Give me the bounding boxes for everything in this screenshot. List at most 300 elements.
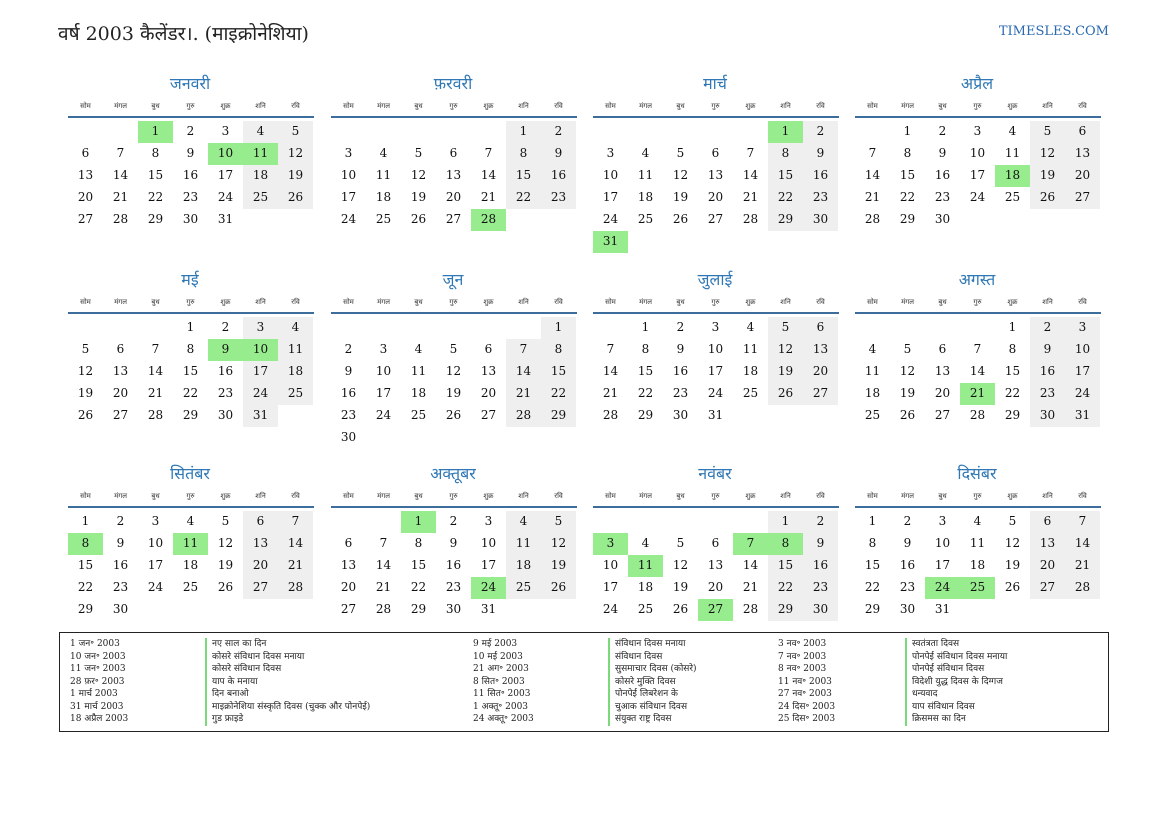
day-cell: 10 [602, 168, 619, 182]
day-cell: 16 [217, 364, 234, 378]
holiday-name: संविधान दिवस मनाया [608, 638, 697, 651]
day-cell: 22 [768, 187, 803, 209]
day-cell: 22 [899, 190, 916, 204]
empty-cell [698, 121, 733, 143]
weekday-label: बुध [414, 298, 423, 306]
day-cell: 24 [602, 212, 619, 226]
day-cell: 15 [182, 364, 199, 378]
month-name: मई [181, 270, 199, 289]
day-cell: 12 [445, 364, 462, 378]
holiday-day-cell: 18 [995, 165, 1030, 187]
weekday-label: शनि [1042, 298, 1053, 306]
day-cell: 16 [934, 168, 951, 182]
day-cell: 9 [449, 536, 458, 550]
holiday-day-cell: 10 [208, 143, 243, 165]
day-cell: 19 [899, 386, 916, 400]
weekday-label: शुक्र [220, 492, 231, 500]
day-cell: 1 [641, 320, 650, 334]
empty-cell [593, 317, 628, 339]
day-cell: 15 [768, 165, 803, 187]
day-cell: 6 [81, 146, 90, 160]
holiday-name: गुड फ्राइडे [205, 713, 370, 726]
day-cell: 18 [506, 555, 541, 577]
day-cell: 23 [934, 190, 951, 204]
day-cell: 19 [672, 190, 689, 204]
day-cell: 23 [340, 408, 357, 422]
day-cell: 29 [182, 408, 199, 422]
weekday-header [593, 294, 839, 314]
month-name: जून [442, 270, 464, 289]
day-cell: 3 [484, 514, 493, 528]
month-calendar [593, 268, 839, 427]
empty-cell [698, 511, 733, 533]
day-cell: 29 [410, 602, 427, 616]
day-cell: 22 [506, 187, 541, 209]
day-cell: 3 [344, 146, 353, 160]
day-cell: 31 [480, 602, 497, 616]
holiday-names-column [205, 638, 370, 726]
empty-cell [366, 121, 401, 143]
day-cell: 13 [112, 364, 129, 378]
weekday-label: रवि [554, 298, 563, 306]
day-cell: 22 [768, 577, 803, 599]
day-cell: 16 [672, 364, 689, 378]
empty-cell [663, 121, 698, 143]
day-cell: 21 [602, 386, 619, 400]
site-link[interactable]: TIMESLES.COM [998, 24, 1109, 39]
day-cell: 15 [541, 361, 576, 383]
holiday-name: सुसमाचार दिवस (कोसरे) [608, 663, 697, 676]
day-cell: 25 [375, 212, 392, 226]
day-cell: 28 [375, 602, 392, 616]
day-cell: 15 [147, 168, 164, 182]
day-cell: 3 [221, 124, 230, 138]
day-cell: 13 [803, 339, 838, 361]
weekday-label: शनि [780, 492, 791, 500]
holiday-day-cell: 24 [925, 577, 960, 599]
day-cell: 14 [480, 168, 497, 182]
holiday-date: 9 मई 2003 [473, 639, 518, 649]
day-cell: 19 [410, 190, 427, 204]
holiday-name: स्वतंत्रता दिवस [905, 638, 1007, 651]
day-cell: 19 [278, 165, 313, 187]
day-cell: 14 [742, 558, 759, 572]
weekday-label: शनि [780, 298, 791, 306]
holiday-date: 8 सित॰ 2003 [473, 676, 525, 687]
day-cell: 19 [1004, 558, 1021, 572]
day-cell: 30 [934, 212, 951, 226]
weekday-label: बुध [151, 102, 160, 110]
day-cell: 28 [969, 408, 986, 422]
day-cell: 26 [672, 602, 689, 616]
empty-cell [436, 317, 471, 339]
day-cell: 12 [278, 143, 313, 165]
day-cell: 30 [340, 430, 357, 444]
day-cell: 3 [938, 514, 947, 528]
day-cell: 1 [186, 320, 195, 334]
day-cell: 25 [1004, 190, 1021, 204]
day-cell: 14 [742, 168, 759, 182]
day-cell: 19 [672, 580, 689, 594]
holiday-date: 27 नव॰ 2003 [778, 689, 832, 699]
weekday-label: गुरु [186, 102, 195, 110]
day-cell: 5 [541, 511, 576, 533]
day-cell: 11 [1004, 146, 1021, 160]
holiday-day-cell: 1 [138, 121, 173, 143]
day-cell: 7 [868, 146, 877, 160]
day-cell: 6 [344, 536, 353, 550]
empty-cell [733, 511, 768, 533]
day-cell: 7 [116, 146, 125, 160]
day-cell: 2 [676, 320, 685, 334]
day-cell: 21 [278, 555, 313, 577]
weekday-label: रवि [816, 102, 825, 110]
day-cell: 11 [969, 536, 986, 550]
day-cell: 4 [186, 514, 195, 528]
day-cell: 9 [344, 364, 353, 378]
day-cell: 24 [1065, 383, 1100, 405]
day-cell: 5 [81, 342, 90, 356]
weekday-label: मंगल [901, 492, 914, 500]
weekday-label: रवि [291, 492, 300, 500]
day-cell: 2 [186, 124, 195, 138]
days-grid [331, 511, 577, 621]
day-cell: 10 [602, 558, 619, 572]
day-cell: 21 [864, 190, 881, 204]
day-cell: 26 [672, 212, 689, 226]
day-cell: 25 [506, 577, 541, 599]
day-cell: 1 [768, 511, 803, 533]
weekday-label: शनि [780, 102, 791, 110]
day-cell: 18 [864, 386, 881, 400]
day-cell: 7 [973, 342, 982, 356]
weekday-label: गुरु [711, 492, 720, 500]
weekday-label: बुध [414, 102, 423, 110]
weekday-header [855, 488, 1101, 508]
weekday-label: शुक्र [483, 298, 494, 306]
empty-cell [593, 121, 628, 143]
holiday-day-cell: 7 [733, 533, 768, 555]
day-cell: 4 [973, 514, 982, 528]
day-cell: 21 [147, 386, 164, 400]
day-cell: 27 [112, 408, 129, 422]
day-cell: 12 [672, 558, 689, 572]
day-cell: 24 [243, 383, 278, 405]
day-cell: 5 [903, 342, 912, 356]
holiday-name: दिन बनाओ [205, 688, 370, 701]
day-cell: 8 [868, 536, 877, 550]
holiday-name: संविधान दिवस [608, 651, 697, 664]
day-cell: 15 [506, 165, 541, 187]
day-cell: 12 [672, 168, 689, 182]
weekday-label: सोम [605, 492, 616, 500]
day-cell: 7 [484, 146, 493, 160]
holiday-date: 1 मार्च 2003 [70, 689, 118, 699]
month-name: जनवरी [169, 74, 211, 93]
day-cell: 27 [1030, 577, 1065, 599]
day-cell: 1 [81, 514, 90, 528]
day-cell: 20 [243, 555, 278, 577]
day-cell: 23 [672, 386, 689, 400]
day-cell: 15 [1004, 364, 1021, 378]
day-cell: 3 [1065, 317, 1100, 339]
empty-cell [331, 317, 366, 339]
empty-cell [628, 121, 663, 143]
holiday-date: 11 जन॰ 2003 [70, 664, 126, 674]
day-cell: 19 [1030, 165, 1065, 187]
day-cell: 3 [243, 317, 278, 339]
day-cell: 3 [379, 342, 388, 356]
weekday-label: रवि [291, 102, 300, 110]
month-name: अक्तूबर [430, 464, 476, 483]
day-cell: 4 [414, 342, 423, 356]
day-cell: 12 [899, 364, 916, 378]
weekday-label: शनि [518, 298, 529, 306]
day-cell: 26 [410, 212, 427, 226]
weekday-label: गुरु [186, 298, 195, 306]
day-cell: 30 [803, 209, 838, 231]
weekday-label: सोम [867, 492, 878, 500]
day-cell: 30 [217, 408, 234, 422]
day-cell: 4 [278, 317, 313, 339]
day-cell: 27 [803, 383, 838, 405]
day-cell: 5 [1008, 514, 1017, 528]
day-cell: 21 [742, 580, 759, 594]
day-cell: 4 [1008, 124, 1017, 138]
day-cell: 16 [541, 165, 576, 187]
day-cell: 16 [112, 558, 129, 572]
day-cell: 12 [1030, 143, 1065, 165]
day-cell: 17 [1065, 361, 1100, 383]
days-grid [331, 317, 577, 449]
weekday-label: शुक्र [745, 298, 756, 306]
holiday-day-cell: 28 [471, 209, 506, 231]
day-cell: 11 [375, 168, 392, 182]
weekday-label: शुक्र [220, 102, 231, 110]
day-cell: 5 [676, 536, 685, 550]
weekday-label: बुध [938, 102, 947, 110]
holiday-day-cell: 8 [768, 533, 803, 555]
holiday-date: 8 नव॰ 2003 [778, 664, 827, 674]
day-cell: 25 [278, 383, 313, 405]
days-grid [593, 511, 839, 621]
weekday-label: मंगल [377, 298, 390, 306]
weekday-label: बुध [938, 492, 947, 500]
weekday-label: सोम [80, 102, 91, 110]
weekday-label: सोम [605, 102, 616, 110]
day-cell: 5 [278, 121, 313, 143]
empty-cell [960, 317, 995, 339]
day-cell: 6 [116, 342, 125, 356]
day-cell: 10 [969, 146, 986, 160]
weekday-header [68, 98, 314, 118]
day-cell: 23 [182, 190, 199, 204]
holiday-day-cell: 21 [960, 383, 995, 405]
weekday-label: सोम [867, 298, 878, 306]
day-cell: 9 [903, 536, 912, 550]
days-grid [593, 317, 839, 427]
holiday-date: 31 मार्च 2003 [70, 701, 124, 712]
holiday-day-cell: 25 [960, 577, 995, 599]
weekday-label: शनि [255, 492, 266, 500]
weekday-label: सोम [343, 102, 354, 110]
day-cell: 13 [934, 364, 951, 378]
day-cell: 28 [742, 602, 759, 616]
weekday-label: सोम [867, 102, 878, 110]
days-grid [331, 121, 577, 231]
weekday-label: गुरु [449, 102, 458, 110]
holiday-name: क्रिसमस का दिन [905, 713, 1007, 726]
day-cell: 16 [803, 555, 838, 577]
holiday-name: याप के मनाया [205, 676, 370, 689]
day-cell: 29 [768, 599, 803, 621]
day-cell: 21 [480, 190, 497, 204]
holiday-date: 25 दिस॰ 2003 [778, 714, 836, 724]
days-grid [68, 317, 314, 427]
month-name: जुलाई [697, 270, 733, 289]
day-cell: 3 [151, 514, 160, 528]
day-cell: 14 [864, 168, 881, 182]
empty-cell [855, 121, 890, 143]
day-cell: 4 [641, 536, 650, 550]
day-cell: 7 [278, 511, 313, 533]
day-cell: 13 [1065, 143, 1100, 165]
day-cell: 26 [899, 408, 916, 422]
day-cell: 2 [449, 514, 458, 528]
day-cell: 18 [637, 190, 654, 204]
day-cell: 11 [278, 339, 313, 361]
day-cell: 11 [506, 533, 541, 555]
empty-cell [925, 317, 960, 339]
weekday-header [855, 98, 1101, 118]
day-cell: 11 [864, 364, 881, 378]
day-cell: 2 [541, 121, 576, 143]
month-name: फ़रवरी [433, 74, 473, 93]
days-grid [855, 317, 1101, 427]
day-cell: 22 [864, 580, 881, 594]
day-cell: 5 [676, 146, 685, 160]
day-cell: 18 [278, 361, 313, 383]
day-cell: 26 [541, 577, 576, 599]
day-cell: 2 [221, 320, 230, 334]
day-cell: 12 [541, 533, 576, 555]
day-cell: 27 [340, 602, 357, 616]
day-cell: 21 [506, 383, 541, 405]
day-cell: 5 [449, 342, 458, 356]
days-grid [855, 121, 1101, 231]
day-cell: 23 [112, 580, 129, 594]
day-cell: 13 [707, 558, 724, 572]
day-cell: 14 [969, 364, 986, 378]
holiday-name: विदेशी युद्ध दिवस के दिग्गज [905, 676, 1007, 689]
day-cell: 1 [1008, 320, 1017, 334]
day-cell: 19 [217, 558, 234, 572]
day-cell: 8 [151, 146, 160, 160]
day-cell: 12 [768, 339, 803, 361]
day-cell: 23 [803, 187, 838, 209]
day-cell: 24 [340, 212, 357, 226]
holiday-date: 11 नव॰ 2003 [778, 676, 832, 687]
day-cell: 6 [938, 342, 947, 356]
month-calendar [855, 268, 1101, 427]
day-cell: 17 [480, 558, 497, 572]
day-cell: 8 [506, 143, 541, 165]
empty-cell [331, 511, 366, 533]
holiday-date: 24 अक्तू॰ 2003 [473, 714, 534, 724]
weekday-label: रवि [291, 298, 300, 306]
empty-cell [663, 511, 698, 533]
day-cell: 9 [116, 536, 125, 550]
day-cell: 26 [1004, 580, 1021, 594]
day-cell: 23 [445, 580, 462, 594]
day-cell: 6 [449, 146, 458, 160]
day-cell: 24 [147, 580, 164, 594]
day-cell: 8 [414, 536, 423, 550]
weekday-label: शुक्र [483, 102, 494, 110]
day-cell: 7 [606, 342, 615, 356]
day-cell: 29 [637, 408, 654, 422]
day-cell: 25 [410, 408, 427, 422]
day-cell: 2 [344, 342, 353, 356]
day-cell: 6 [1030, 511, 1065, 533]
day-cell: 3 [606, 146, 615, 160]
empty-cell [436, 121, 471, 143]
day-cell: 16 [899, 558, 916, 572]
empty-cell [103, 121, 138, 143]
day-cell: 21 [742, 190, 759, 204]
day-cell: 28 [278, 577, 313, 599]
day-cell: 11 [742, 342, 759, 356]
month-name: अगस्त [958, 270, 996, 289]
weekday-header [593, 488, 839, 508]
day-cell: 20 [707, 580, 724, 594]
holiday-day-cell: 9 [208, 339, 243, 361]
day-cell: 18 [243, 165, 278, 187]
day-cell: 1 [541, 317, 576, 339]
weekday-label: मंगल [639, 102, 652, 110]
day-cell: 25 [182, 580, 199, 594]
weekday-header [331, 294, 577, 314]
day-cell: 28 [112, 212, 129, 226]
day-cell: 13 [480, 364, 497, 378]
day-cell: 5 [221, 514, 230, 528]
day-cell: 9 [541, 143, 576, 165]
day-cell: 14 [375, 558, 392, 572]
day-cell: 4 [746, 320, 755, 334]
day-cell: 26 [217, 580, 234, 594]
day-cell: 27 [243, 577, 278, 599]
holiday-date: 1 अक्तू॰ 2003 [473, 701, 529, 712]
weekday-label: शनि [1042, 492, 1053, 500]
weekday-label: मंगल [114, 492, 127, 500]
day-cell: 16 [445, 558, 462, 572]
day-cell: 20 [934, 386, 951, 400]
month-calendar [855, 462, 1101, 621]
day-cell: 7 [1065, 511, 1100, 533]
empty-cell [471, 121, 506, 143]
day-cell: 19 [445, 386, 462, 400]
weekday-label: मंगल [377, 492, 390, 500]
day-cell: 20 [340, 580, 357, 594]
day-cell: 17 [147, 558, 164, 572]
empty-cell [366, 317, 401, 339]
day-cell: 30 [1030, 405, 1065, 427]
day-cell: 16 [803, 165, 838, 187]
month-name: नवंबर [698, 464, 732, 483]
day-cell: 17 [375, 386, 392, 400]
holiday-date: 10 जन॰ 2003 [70, 651, 126, 662]
empty-cell [506, 317, 541, 339]
